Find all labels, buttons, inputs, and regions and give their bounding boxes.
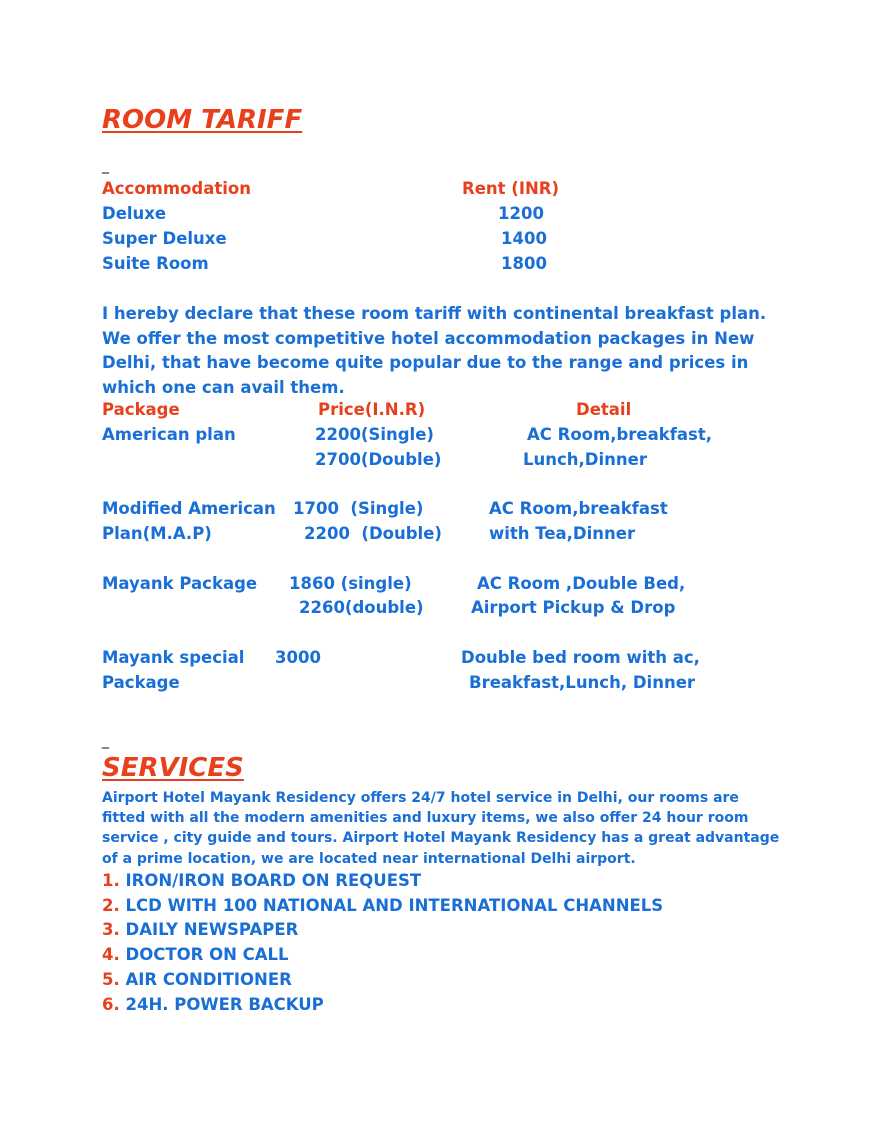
tariff-row-rent: 1400 — [501, 229, 547, 248]
list-item — [102, 970, 292, 989]
package-detail: AC Room ,Double Bed, — [477, 574, 686, 593]
separator-dash: _ — [102, 158, 109, 174]
tariff-row-rent: 1200 — [498, 204, 544, 223]
tariff-row-name: Suite Room — [102, 254, 209, 273]
list-item-number: 5. — [102, 970, 120, 989]
list-item — [102, 945, 289, 964]
package-name: American plan — [102, 425, 236, 444]
package-name: Plan(M.A.P) — [102, 524, 212, 543]
list-item — [102, 896, 663, 915]
detail-header: Detail — [576, 400, 632, 419]
package-detail: Breakfast,Lunch, Dinner — [469, 673, 696, 692]
package-name: Modified American — [102, 499, 276, 518]
services-title: SERVICES — [102, 753, 244, 783]
package-detail: Lunch,Dinner — [523, 450, 647, 469]
package-detail: AC Room,breakfast — [489, 499, 668, 518]
package-name: Package — [102, 673, 180, 692]
rent-header: Rent (INR) — [462, 179, 560, 198]
declaration-paragraph: I hereby declare that these room tariff with continental breakfast plan. We offer the most competitive hotel accommodation packages in New Delhi, that have become quite popular due to the range and prices in which one can avail them. — [102, 304, 767, 397]
list-item-number: 1. — [102, 871, 120, 890]
list-item-number: 2. — [102, 896, 120, 915]
tariff-row-name: Deluxe — [102, 204, 167, 223]
list-item — [102, 995, 324, 1014]
list-item-text: DAILY NEWSPAPER — [125, 920, 299, 939]
package-name: Mayank special — [102, 648, 245, 667]
room-tariff-title: ROOM TARIFF — [102, 105, 303, 135]
list-item-number: 4. — [102, 945, 120, 964]
package-price: 2260(double) — [299, 598, 424, 617]
services-description: Airport Hotel Mayank Residency offers 24/7 hotel service in Delhi, our rooms are fitted with all the modern amenities and luxury items, we also offer 24 hour room service , city guide and tours. Airport Hotel Mayank Residency has a great advantage of a prime location, we are located near international Delhi airport. — [102, 790, 780, 867]
list-item-text: DOCTOR ON CALL — [125, 945, 289, 964]
package-price: 1700 (Single) — [293, 499, 424, 518]
list-item-text: AIR CONDITIONER — [125, 970, 292, 989]
package-name: Mayank Package — [102, 574, 258, 593]
separator-dash: _ — [102, 733, 109, 749]
tariff-row-name: Super Deluxe — [102, 229, 227, 248]
price-header: Price(I.N.R) — [318, 400, 426, 419]
package-price: 3000 — [275, 648, 321, 667]
package-price: 2200(Single) — [315, 425, 434, 444]
list-item-text: 24H. POWER BACKUP — [125, 995, 324, 1014]
list-item-number: 3. — [102, 920, 120, 939]
package-detail: Double bed room with ac, — [461, 648, 700, 667]
accommodation-header: Accommodation — [102, 179, 251, 198]
package-detail: AC Room,breakfast, — [527, 425, 712, 444]
tariff-row-rent: 1800 — [501, 254, 547, 273]
list-item — [102, 920, 298, 939]
package-header: Package — [102, 400, 180, 419]
package-price: 1860 (single) — [289, 574, 412, 593]
package-price: 2200 (Double) — [304, 524, 442, 543]
list-item-text: IRON/IRON BOARD ON REQUEST — [125, 871, 422, 890]
list-item-text: LCD WITH 100 NATIONAL AND INTERNATIONAL CHANNELS — [125, 896, 664, 915]
package-price: 2700(Double) — [315, 450, 442, 469]
list-item-number: 6. — [102, 995, 120, 1014]
package-detail: Airport Pickup & Drop — [471, 598, 676, 617]
list-item — [102, 871, 421, 890]
package-detail: with Tea,Dinner — [489, 524, 636, 543]
